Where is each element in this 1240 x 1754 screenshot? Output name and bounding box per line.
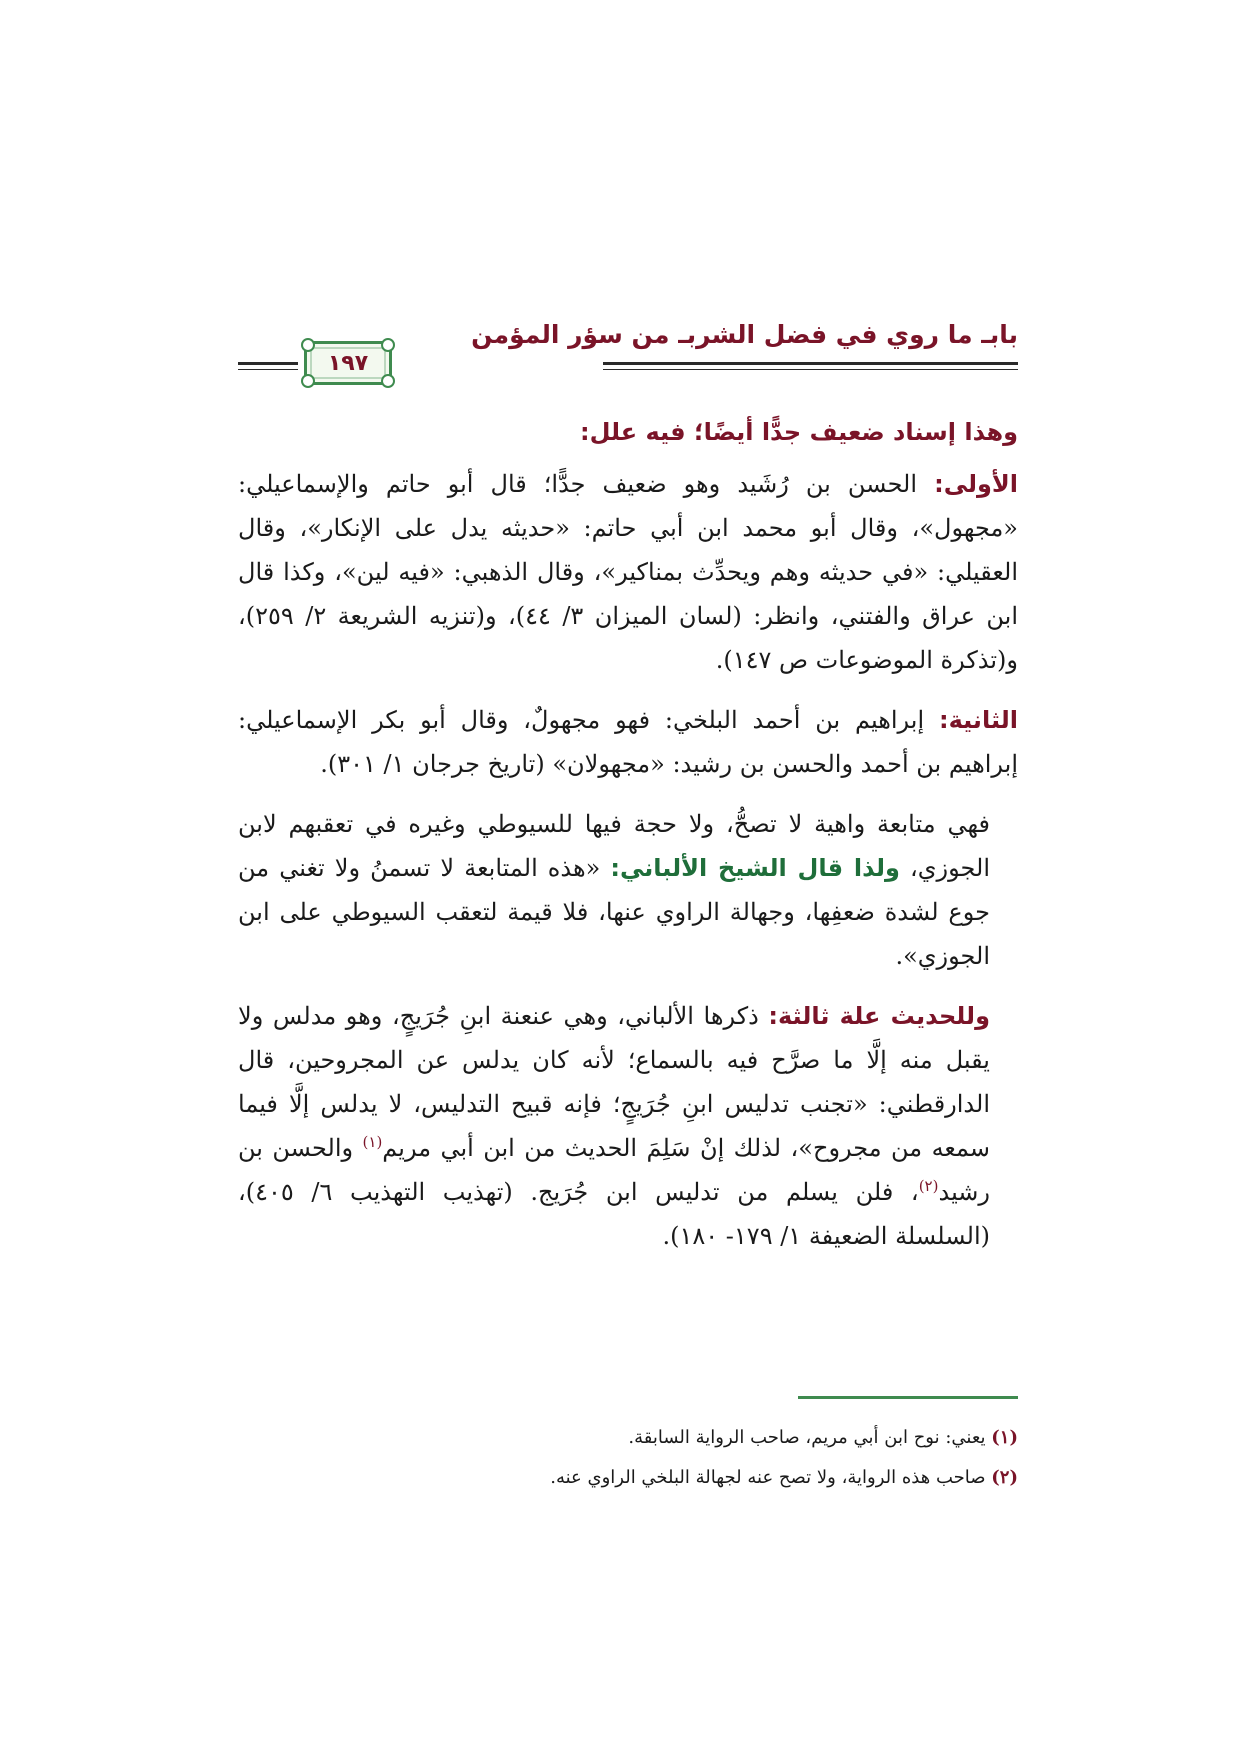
text-third-c: ، فلن يسلم من تدليس ابن جُرَيج. (تهذيب التهذيب ٦/ ٤٠٥)، (السلسلة الضعيفة ١/ ١٧٩- ١٨٠). (238, 1178, 990, 1250)
paragraph-second-defect (238, 698, 1018, 786)
text-third-a: ذكرها الألباني، وهي عنعنة ابنِ جُرَيجٍ، وهو مدلس ولا يقبل منه إلَّا ما صرَّح فيه بالسماع؛ لأنه كان يدلس عن المجروحين، قال الدارقطني: «تجنب تدليس ابنِ جُرَيجٍ؛ فإنه قبيح التدليس، لا يدلس إلَّا فيما سمعه من مجروح»، لذلك إنْ سَلِمَ الحديث من ابن أبي مريم (238, 1002, 990, 1162)
label-second: الثانية: (938, 706, 1018, 734)
page-number: ١٩٧ (327, 350, 369, 376)
chapter-title: بابـ ما روي في فضل الشربـ من سؤر المؤمن (471, 320, 1018, 349)
ornament-icon (301, 338, 315, 352)
page-header (238, 318, 1018, 388)
label-first: الأولى: (934, 470, 1018, 498)
footnote-1 (238, 1418, 1018, 1458)
page-number-frame (304, 341, 392, 385)
text-third-b: والحسن بن رشيد (238, 1134, 991, 1206)
text-second: إبراهيم بن أحمد البلخي: فهو مجهولٌ، وقال أبو بكر الإسماعيلي: إبراهيم بن أحمد والحسن بن رشيد: «مجهولان» (تاريخ جرجان ١/ ٣٠١). (238, 706, 1018, 778)
footnote-number: (٢) (991, 1467, 1018, 1488)
footnote-ref-1[interactable]: (١) (362, 1133, 383, 1151)
text-first: الحسن بن رُشَيد وهو ضعيف جدًّا؛ قال أبو حاتم والإسماعيلي: «مجهول»، وقال أبو محمد ابن أبي حاتم: «حديثه يدل على الإنكار»، وقال العقيلي: «في حديثه وهم ويحدِّث بمناكير»، وقال الذهبي: «فيه لين»، وكذا قال ابن عراق والفتني، وانظر: (لسان الميزان ٣/ ٤٤)، و(تنزيه الشريعة ٢/ ٢٥٩)، و(تذكرة الموضوعات ص ١٤٧). (238, 470, 1019, 674)
header-rule-right (603, 362, 1018, 370)
paragraph-third-defect (238, 994, 1018, 1258)
albani-quote: «هذه المتابعة لا تسمنُ ولا تغني من جوع لشدة ضعفِها، وجهالة الراوي عنها، فلا قيمة لتعقب السيوطي على ابن الجوزي». (238, 854, 990, 970)
text-before-quote: فهي متابعة واهية لا تصحُّ، ولا حجة فيها للسيوطي وغيره في تعقبهم لابن الجوزي، (238, 810, 991, 882)
ornament-icon (301, 374, 315, 388)
footnote-2 (238, 1458, 1018, 1498)
paragraph-first-defect (238, 462, 1018, 682)
footnote-ref-2[interactable]: (٢) (918, 1177, 939, 1195)
footnotes (238, 1418, 1018, 1498)
header-rule-left (238, 362, 298, 370)
footnote-text: يعني: نوح ابن أبي مريم، صاحب الرواية السابقة. (628, 1427, 992, 1448)
footnote-number: (١) (991, 1427, 1018, 1448)
ornament-icon (381, 338, 395, 352)
main-text (238, 410, 1018, 1274)
section-heading: وهذا إسناد ضعيف جدًّا أيضًا؛ فيه علل: (579, 418, 1018, 446)
albani-label: ولذا قال الشيخ الألباني: (610, 854, 900, 882)
footnote-separator (798, 1396, 1018, 1399)
label-third: وللحديث علة ثالثة: (768, 1002, 990, 1030)
paragraph-albani-quote (238, 802, 1018, 978)
ornament-icon (381, 374, 395, 388)
footnote-text: صاحب هذه الرواية، ولا تصح عنه لجهالة البلخي الراوي عنه. (550, 1467, 992, 1488)
